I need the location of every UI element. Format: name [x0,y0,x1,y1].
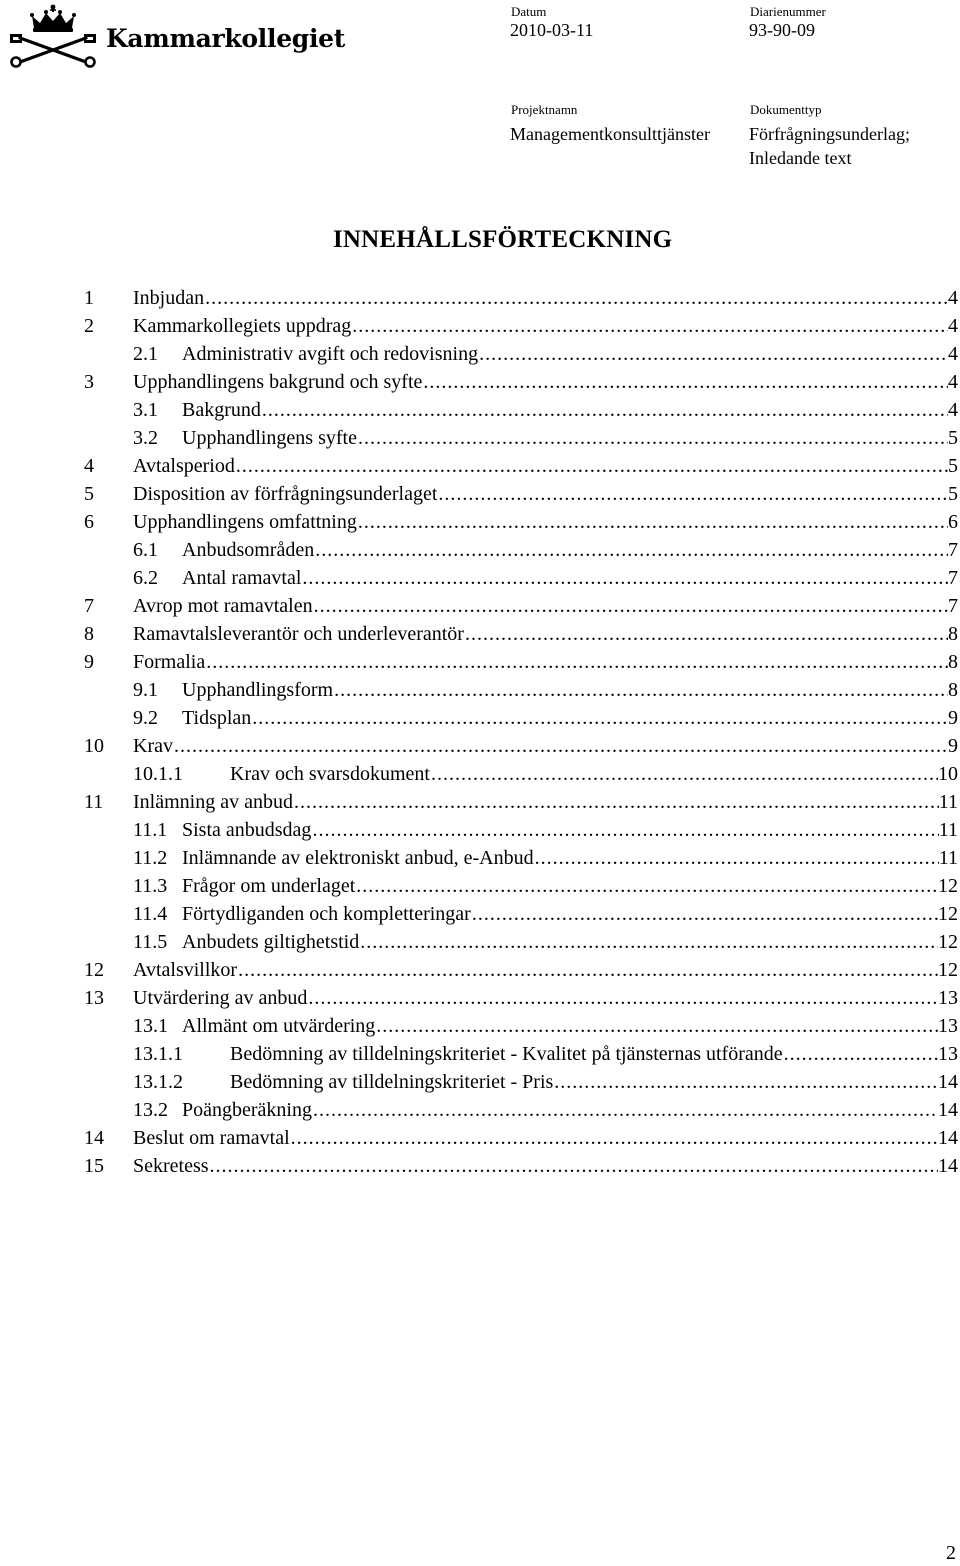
toc-entry[interactable] [84,676,958,704]
toc-entry-title: Antal ramavtal [182,567,302,589]
toc-entry-page: 4 [948,399,958,421]
toc-entry-page: 7 [948,595,958,617]
dokumenttyp-label: Dokumenttyp [750,102,822,117]
toc-entry[interactable] [84,368,958,396]
toc-entry-number: 13.1.2 [133,1071,183,1093]
toc-entry-title: Upphandlingsform [182,679,334,701]
toc-entry-title: Bedömning av tilldelningskriteriet - Kvalitet på tjänsternas utförande [230,1043,783,1065]
toc-entry-page: 8 [948,679,958,701]
toc-entry-page: 12 [938,875,958,897]
toc-entry[interactable] [84,480,958,508]
toc-entry-page: 12 [938,959,958,981]
toc-dot-leader [290,1124,938,1152]
toc-entry-page: 8 [948,651,958,673]
toc-entry[interactable] [84,900,958,928]
toc-entry-title: Inlämning av anbud [133,791,293,813]
toc-dot-leader [209,1152,938,1180]
toc-entry-page: 14 [938,1099,958,1121]
toc-entry-title: Inlämnande av elektroniskt anbud, e-Anbud [182,847,534,869]
toc-entry-page: 7 [948,567,958,589]
toc-entry-title: Upphandlingens bakgrund och syfte [133,371,423,393]
toc-entry-title: Allmänt om utvärdering [182,1015,376,1037]
toc-dot-leader [422,368,948,396]
toc-dot-leader [464,620,948,648]
toc-dot-leader [478,340,948,368]
toc-entry[interactable] [84,508,958,536]
toc-dot-leader [261,396,948,424]
dokumenttyp-value-line1: Förfrågningsunderlag; [749,124,910,144]
toc-entry-number: 10.1.1 [133,763,183,785]
toc-dot-leader [312,1096,938,1124]
toc-entry-title: Administrativ avgift och redovisning [182,343,479,365]
toc-entry[interactable] [84,788,958,816]
toc-entry-title: Avtalsvillkor [133,959,238,981]
toc-dot-leader [251,704,948,732]
toc-entry[interactable] [84,1040,958,1068]
toc-dot-leader [357,508,948,536]
toc-entry-number: 4 [84,455,94,477]
toc-dot-leader [301,564,948,592]
toc-entry[interactable] [84,284,958,312]
toc-entry[interactable] [84,984,958,1012]
toc-dot-leader [307,984,938,1012]
dokumenttyp-value-line2: Inledande text [749,148,852,168]
toc-dot-leader [355,872,938,900]
projektnamn-value: Managementkonsulttjänster [510,124,710,144]
toc-entry-number: 6 [84,511,94,533]
toc-dot-leader [375,1012,938,1040]
diarienummer-value: 93-90-09 [749,20,815,40]
toc-entry-number: 11.3 [133,875,168,897]
toc-entry-title: Bedömning av tilldelningskriteriet - Pris [230,1071,554,1093]
toc-entry-title: Utvärdering av anbud [133,987,308,1009]
toc-entry-number: 1 [84,287,94,309]
toc-entry-number: 13.1 [133,1015,168,1037]
diarienummer-label: Diarienummer [750,4,826,19]
toc-entry-number: 9.1 [133,679,158,701]
toc-entry-title: Poängberäkning [182,1099,312,1121]
toc-entry-title: Frågor om underlaget [182,875,356,897]
toc-entry-page: 11 [938,791,958,813]
toc-dot-leader [173,732,948,760]
toc-entry-page: 8 [948,623,958,645]
toc-entry-page: 4 [948,315,958,337]
toc-entry-page: 12 [938,903,958,925]
toc-dot-leader [357,424,948,452]
toc-entry-page: 5 [948,455,958,477]
crown-keys-emblem-icon [2,4,104,68]
toc-entry-page: 14 [938,1155,958,1177]
toc-dot-leader [430,760,938,788]
toc-dot-leader [293,788,939,816]
toc-entry-title: Avtalsperiod [133,455,235,477]
toc-entry-number: 11 [84,791,104,813]
toc-entry-number: 3 [84,371,94,393]
toc-entry[interactable] [84,648,958,676]
toc-dot-leader [534,844,939,872]
toc-entry-number: 9 [84,651,94,673]
toc-entry[interactable] [84,564,958,592]
toc-entry-number: 11.1 [133,819,168,841]
toc-entry-number: 13.1.1 [133,1043,183,1065]
toc-dot-leader [313,592,948,620]
toc-entry-number: 2.1 [133,343,158,365]
toc-entry-title: Sista anbudsdag [182,819,312,841]
toc-entry[interactable] [84,872,958,900]
toc-dot-leader [783,1040,938,1068]
toc-entry-number: 8 [84,623,94,645]
toc-dot-leader [553,1068,938,1096]
datum-label: Datum [511,4,547,19]
toc-entry-title: Kammarkollegiets uppdrag [133,315,352,337]
toc-entry-number: 7 [84,595,94,617]
toc-entry-title: Krav och svarsdokument [230,763,430,785]
toc-entry[interactable] [84,536,958,564]
toc-entry-page: 14 [938,1127,958,1149]
toc-dot-leader [205,648,948,676]
page-title: INNEHÅLLSFÖRTECKNING [333,226,673,253]
toc-entry[interactable] [84,340,958,368]
toc-entry-title: Avrop mot ramavtalen [133,595,313,617]
toc-entry-number: 3.1 [133,399,158,421]
toc-entry-page: 14 [938,1071,958,1093]
toc-entry-page: 11 [938,819,958,841]
toc-entry[interactable] [84,1068,958,1096]
toc-entry-title: Ramavtalsleverantör och underleverantör [133,623,464,645]
toc-entry[interactable] [84,928,958,956]
toc-entry-number: 9.2 [133,707,158,729]
toc-entry-page: 5 [948,427,958,449]
toc-entry-page: 13 [938,1015,958,1037]
toc-dot-leader [311,816,938,844]
toc-entry[interactable] [84,760,958,788]
toc-entry-number: 6.2 [133,567,158,589]
toc-entry-page: 9 [948,707,958,729]
toc-entry[interactable] [84,732,958,760]
toc-dot-leader [437,480,948,508]
toc-entry-number: 6.1 [133,539,158,561]
toc-entry-page: 4 [948,371,958,393]
toc-dot-leader [235,452,948,480]
toc-entry[interactable] [84,592,958,620]
toc-entry[interactable] [84,1096,958,1124]
toc-entry-page: 13 [938,987,958,1009]
datum-value: 2010-03-11 [510,20,594,40]
toc-entry-title: Beslut om ramavtal [133,1127,290,1149]
toc-entry[interactable] [84,424,958,452]
toc-entry-page: 5 [948,483,958,505]
toc-entry-title: Förtydliganden och kompletteringar [182,903,471,925]
toc-entry[interactable] [84,452,958,480]
toc-entry-title: Upphandlingens syfte [182,427,357,449]
toc-entry-title: Tidsplan [182,707,252,729]
toc-entry-page: 4 [948,343,958,365]
toc-entry-page: 11 [938,847,958,869]
logo-name: Kammarkollegiet [106,24,346,53]
toc-entry-title: Krav [133,735,173,757]
toc-entry-number: 11.2 [133,847,168,869]
toc-entry-page: 12 [938,931,958,953]
toc-entry[interactable] [84,312,958,340]
toc-entry-title: Anbudsområden [182,539,315,561]
toc-dot-leader [204,284,948,312]
toc-entry-number: 3.2 [133,427,158,449]
toc-entry[interactable] [84,620,958,648]
toc-entry[interactable] [84,396,958,424]
toc-dot-leader [333,676,948,704]
projektnamn-label: Projektnamn [511,102,578,117]
toc-entry-number: 14 [84,1127,104,1149]
table-of-contents [84,284,958,1180]
toc-entry-page: 4 [948,287,958,309]
toc-entry-number: 10 [84,735,104,757]
toc-entry-page: 13 [938,1043,958,1065]
toc-entry-number: 13 [84,987,104,1009]
toc-entry-page: 10 [938,763,958,785]
toc-entry-number: 5 [84,483,94,505]
logo [2,4,346,68]
toc-entry-number: 13.2 [133,1099,168,1121]
toc-entry[interactable] [84,956,958,984]
toc-entry-number: 11.5 [133,931,168,953]
toc-entry[interactable] [84,844,958,872]
toc-entry[interactable] [84,816,958,844]
toc-entry-number: 11.4 [133,903,168,925]
toc-entry-title: Formalia [133,651,206,673]
toc-entry-title: Anbudets giltighetstid [182,931,360,953]
toc-entry-page: 6 [948,511,958,533]
toc-entry-title: Inbjudan [133,287,205,309]
toc-dot-leader [471,900,938,928]
toc-dot-leader [359,928,938,956]
page-number: 2 [946,1542,956,1564]
toc-entry[interactable] [84,1012,958,1040]
toc-entry-number: 2 [84,315,94,337]
toc-dot-leader [314,536,948,564]
toc-entry-title: Upphandlingens omfattning [133,511,357,533]
toc-entry-number: 15 [84,1155,104,1177]
toc-entry[interactable] [84,1124,958,1152]
toc-dot-leader [237,956,938,984]
toc-entry-title: Bakgrund [182,399,261,421]
toc-entry-title: Disposition av förfrågningsunderlaget [133,483,438,505]
toc-entry[interactable] [84,1152,958,1180]
toc-entry-title: Sekretess [133,1155,209,1177]
toc-entry-number: 12 [84,959,104,981]
toc-entry-page: 9 [948,735,958,757]
toc-entry[interactable] [84,704,958,732]
toc-dot-leader [351,312,948,340]
toc-entry-page: 7 [948,539,958,561]
